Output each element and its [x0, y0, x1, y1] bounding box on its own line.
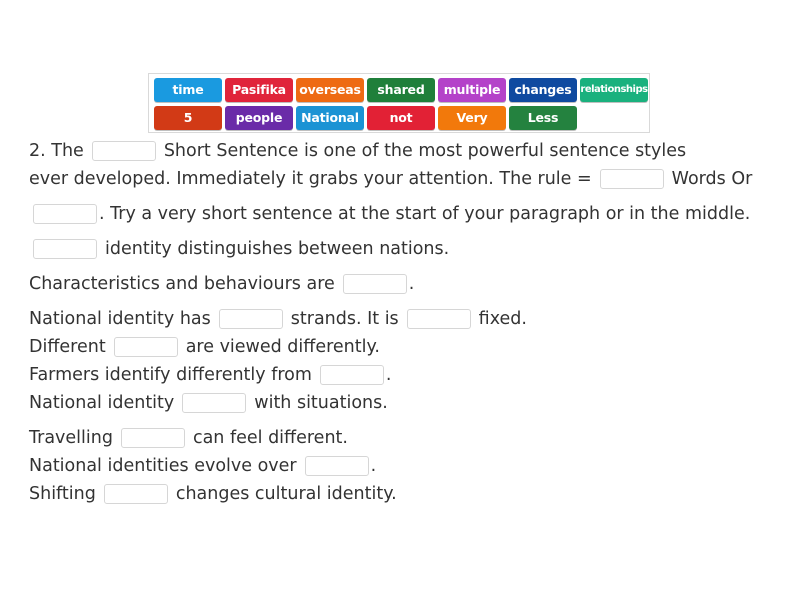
sentence-text: changes cultural identity. [175, 484, 397, 504]
sentence-line-10 [29, 426, 348, 450]
sentence-text: National identity [29, 393, 175, 413]
blank-slot-13[interactable] [104, 484, 168, 504]
sentence-text: Short Sentence is one of the most powerful sentence styles [163, 141, 687, 161]
word-tile-less[interactable]: Less [509, 106, 577, 130]
blank-slot-9[interactable] [320, 365, 384, 385]
word-tile-multiple[interactable]: multiple [438, 78, 506, 102]
word-tile-overseas[interactable]: overseas [296, 78, 364, 102]
word-tile-5[interactable]: 5 [154, 106, 222, 130]
sentence-text: Shifting [29, 484, 96, 504]
blank-slot-10[interactable] [182, 393, 246, 413]
sentence-text: Different [29, 337, 106, 357]
sentence-line-7 [29, 335, 380, 359]
blank-slot-6[interactable] [219, 309, 283, 329]
word-tile-national[interactable]: National [296, 106, 364, 130]
sentence-text: . [370, 456, 377, 476]
sentence-text: Travelling [29, 428, 113, 448]
blank-slot-3[interactable] [33, 204, 97, 224]
sentence-line-11 [29, 454, 376, 478]
blank-slot-8[interactable] [114, 337, 178, 357]
word-tile-people[interactable]: people [225, 106, 293, 130]
sentence-text: can feel different. [192, 428, 348, 448]
sentence-text: National identity has [29, 309, 211, 329]
sentence-line-4 [25, 237, 449, 261]
word-bank [148, 73, 650, 133]
sentence-line-8 [29, 363, 392, 387]
sentence-text: Farmers identify differently from [29, 365, 312, 385]
word-tile-time[interactable]: time [154, 78, 222, 102]
blank-slot-2[interactable] [600, 169, 664, 189]
blank-slot-4[interactable] [33, 239, 97, 259]
blank-slot-5[interactable] [343, 274, 407, 294]
sentence-text: . Try a very short sentence at the start of your paragraph or in the middle. [99, 204, 751, 224]
sentence-text: ever developed. Immediately it grabs your attention. The rule = [29, 169, 592, 189]
word-tile-pasifika[interactable]: Pasifika [225, 78, 293, 102]
sentence-text: 2. The [29, 141, 84, 161]
word-tile-changes[interactable]: changes [509, 78, 577, 102]
sentence-text: Words Or [671, 169, 753, 189]
blank-slot-7[interactable] [407, 309, 471, 329]
word-tile-shared[interactable]: shared [367, 78, 435, 102]
sentence-line-6 [29, 307, 527, 331]
blank-slot-1[interactable] [92, 141, 156, 161]
sentence-line-9 [29, 391, 388, 415]
sentence-text: are viewed differently. [185, 337, 380, 357]
sentence-text: . [408, 274, 415, 294]
blank-slot-12[interactable] [305, 456, 369, 476]
sentence-line-1 [29, 139, 686, 163]
word-tile-not[interactable]: not [367, 106, 435, 130]
sentence-text: fixed. [478, 309, 527, 329]
sentence-text: strands. It is [290, 309, 399, 329]
sentence-text: identity distinguishes between nations. [105, 239, 450, 259]
sentence-text: . [385, 365, 392, 385]
sentence-line-12 [29, 482, 397, 506]
word-tile-very[interactable]: Very [438, 106, 506, 130]
sentence-text: Characteristics and behaviours are [29, 274, 335, 294]
sentence-line-5 [29, 272, 414, 296]
sentence-text: National identities evolve over [29, 456, 297, 476]
sentence-line-2 [29, 167, 752, 191]
blank-slot-11[interactable] [121, 428, 185, 448]
sentence-text: with situations. [254, 393, 388, 413]
sentence-line-3 [25, 202, 750, 226]
word-tile-relationships[interactable]: relationships [580, 78, 648, 102]
